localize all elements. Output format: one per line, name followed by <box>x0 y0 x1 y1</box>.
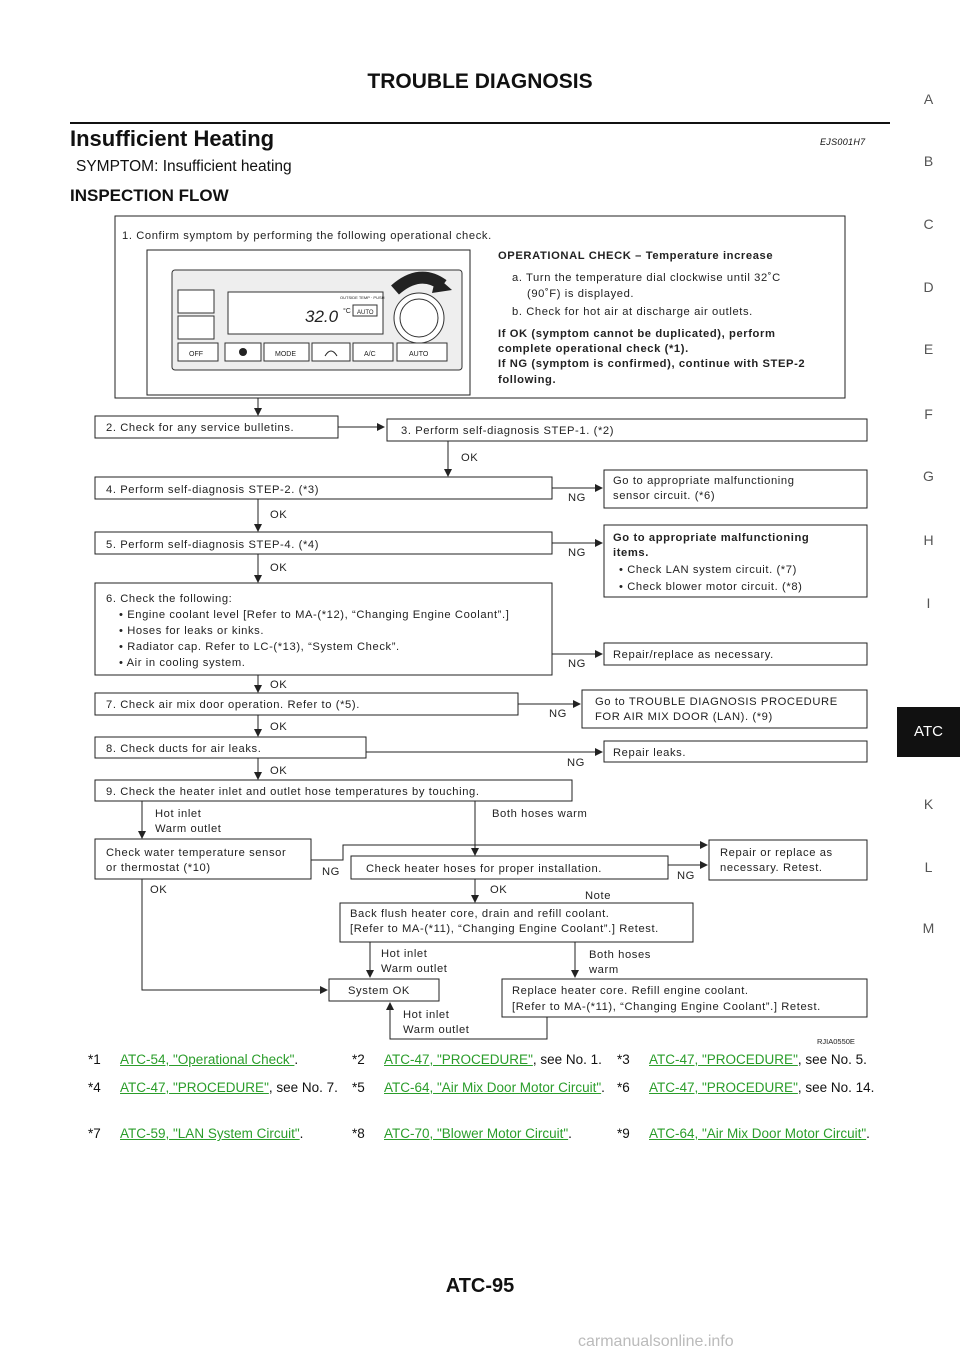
footnote-suffix: . <box>601 1080 605 1095</box>
footnote-item <box>617 1052 867 1067</box>
step5-ng-text2: items. <box>613 547 649 559</box>
tab-a[interactable]: A <box>923 91 934 107</box>
ng-label-8: NG <box>567 757 585 769</box>
footnote-key: *5 <box>352 1080 365 1095</box>
step7-text: 7. Check air mix door operation. Refer to (*5). <box>106 699 360 711</box>
ok-label-4: OK <box>270 509 288 521</box>
warm-outlet-label-3: Warm outlet <box>403 1024 470 1036</box>
tab-c[interactable]: C <box>923 216 934 232</box>
ng-label-4: NG <box>568 492 586 504</box>
inspection-flow-heading: INSPECTION FLOW <box>70 186 229 205</box>
tab-h[interactable]: H <box>923 532 934 548</box>
step6-text4: • Radiator cap. Refer to LC-(*13), “System Check”. <box>119 641 400 653</box>
footnote-suffix: . <box>294 1052 299 1067</box>
footnote-key: *4 <box>88 1080 101 1095</box>
footnote-suffix: . <box>299 1126 304 1141</box>
figure-id: RJIA0550E <box>817 1037 855 1046</box>
step5-ng-text1: Go to appropriate malfunctioning <box>613 532 810 544</box>
panel-off-button: OFF <box>189 351 203 358</box>
ac-control-panel-illustration <box>172 270 462 370</box>
replace-text2: [Refer to MA-(*11), “Changing Engine Coolant”.] Retest. <box>512 1001 821 1013</box>
op-check-b: b. Check for hot air at discharge air outlets. <box>512 306 753 318</box>
footnote-suffix: , see No. 1. <box>532 1052 602 1067</box>
step4-ng-text2: sensor circuit. (*6) <box>613 490 716 502</box>
hot-inlet-label-3: Hot inlet <box>403 1009 450 1021</box>
check-hoses-text: Check heater hoses for proper installation. <box>366 863 602 875</box>
note-label: Note <box>585 890 612 902</box>
footnote-item <box>88 1052 298 1067</box>
step4-ng-text1: Go to appropriate malfunctioning <box>613 475 795 487</box>
warm-outlet-label-1: Warm outlet <box>155 823 222 835</box>
section-title: Insufficient Heating <box>70 126 275 151</box>
page-number: ATC-95 <box>445 1275 515 1297</box>
section-index-tabs <box>897 0 960 1358</box>
footnote-key: *2 <box>352 1052 365 1067</box>
footnote-row <box>88 1080 888 1120</box>
op-check-title: OPERATIONAL CHECK – Temperature increase <box>498 250 774 262</box>
footnote-item <box>352 1052 602 1067</box>
footnote-link[interactable]: ATC-59, "LAN System Circuit" <box>120 1126 300 1141</box>
footnote-link[interactable]: ATC-54, "Operational Check" <box>120 1052 295 1067</box>
ok-label-hoses: OK <box>490 884 508 896</box>
step6-text3: • Hoses for leaks or kinks. <box>119 625 265 637</box>
warm-outlet-label-2: Warm outlet <box>381 963 448 975</box>
ok-label-5: OK <box>270 562 288 574</box>
footnote-item <box>617 1126 870 1141</box>
op-check-a1: a. Turn the temperature dial clockwise until 32˚C <box>512 272 781 284</box>
tab-l[interactable]: L <box>924 859 933 875</box>
fan-icon <box>239 348 247 356</box>
footnote-key: *8 <box>352 1126 365 1141</box>
step6-ng-text: Repair/replace as necessary. <box>613 649 774 661</box>
footnote-link[interactable]: ATC-47, "PROCEDURE" <box>384 1052 533 1067</box>
hot-inlet-label-2: Hot inlet <box>381 948 428 960</box>
tab-b[interactable]: B <box>923 153 934 169</box>
step5-ng-text3: • Check LAN system circuit. (*7) <box>619 564 797 576</box>
watermark: carmanualsonline.info <box>578 1333 734 1350</box>
step8-ng-text: Repair leaks. <box>613 747 687 759</box>
step4-text: 4. Perform self-diagnosis STEP-2. (*3) <box>106 484 320 496</box>
section-code: EJS001H7 <box>820 137 866 147</box>
footnote-link[interactable]: ATC-47, "PROCEDURE" <box>649 1052 798 1067</box>
panel-outside-temp: OUTSIDE TEMP · PUSH <box>340 295 385 300</box>
step5-ng-text4: • Check blower motor circuit. (*8) <box>619 581 803 593</box>
footnote-row <box>88 1126 888 1148</box>
ok-label-3: OK <box>461 452 479 464</box>
footnote-link[interactable]: ATC-47, "PROCEDURE" <box>649 1080 798 1095</box>
op-check-a2: (90˚F) is displayed. <box>527 288 635 300</box>
tab-i[interactable]: I <box>926 595 931 611</box>
repair-retest-text2: necessary. Retest. <box>720 862 823 874</box>
tab-f[interactable]: F <box>924 406 933 422</box>
system-ok-text: System OK <box>348 985 410 997</box>
panel-display-temp: 32.0 <box>305 307 339 326</box>
ok-label-8: OK <box>270 765 288 777</box>
step6-text2: • Engine coolant level [Refer to MA-(*12), “Changing Engine Coolant”.] <box>119 609 510 621</box>
footnote-suffix: . <box>568 1126 572 1141</box>
ok-label-water: OK <box>150 884 168 896</box>
tab-k[interactable]: K <box>923 796 934 812</box>
footnote-link[interactable]: ATC-64, "Air Mix Door Motor Circuit" <box>384 1080 602 1095</box>
footnote-suffix: , see No. 14. <box>797 1080 875 1095</box>
footnote-item <box>617 1080 888 1095</box>
ok-label-7: OK <box>270 721 288 733</box>
repair-retest-text1: Repair or replace as <box>720 847 833 859</box>
op-check-c4: following. <box>498 374 557 386</box>
tab-atc-active[interactable]: ATC <box>897 707 960 757</box>
ng-label-5: NG <box>568 547 586 559</box>
step1-text: 1. Confirm symptom by performing the following operational check. <box>122 230 492 242</box>
footnote-key: *1 <box>88 1052 101 1067</box>
ng-label-7: NG <box>549 708 567 720</box>
step5-text: 5. Perform self-diagnosis STEP-4. (*4) <box>106 539 320 551</box>
footnote-suffix: , see No. 7. <box>268 1080 338 1095</box>
step6-text5: • Air in cooling system. <box>119 657 246 669</box>
footnote-item <box>88 1126 303 1141</box>
tab-m[interactable]: M <box>922 920 935 936</box>
page-title: TROUBLE DIAGNOSIS <box>367 70 593 93</box>
footnote-key: *9 <box>617 1126 630 1141</box>
ng-label-6: NG <box>568 658 586 670</box>
panel-auto-button: AUTO <box>409 351 429 358</box>
both-hoses-label-2: Both hoses <box>589 949 651 961</box>
step7-ng-text1: Go to TROUBLE DIAGNOSIS PROCEDURE <box>595 696 838 708</box>
symptom-text: SYMPTOM: Insufficient heating <box>76 158 292 175</box>
inspection-flowchart <box>80 212 880 1047</box>
footnote-link[interactable]: ATC-47, "PROCEDURE" <box>120 1080 269 1095</box>
check-water-text2: or thermostat (*10) <box>106 862 211 874</box>
footnote-item <box>352 1126 572 1141</box>
op-check-c1: If OK (symptom cannot be duplicated), perform <box>498 328 776 340</box>
footnote-suffix: , see No. 5. <box>797 1052 867 1067</box>
footnote-link[interactable]: ATC-64, "Air Mix Door Motor Circuit" <box>649 1126 867 1141</box>
panel-display-unit: °C <box>343 308 351 315</box>
ng-label-hoses: NG <box>677 870 695 882</box>
step6-text1: 6. Check the following: <box>106 593 233 605</box>
step2-text: 2. Check for any service bulletins. <box>106 422 295 434</box>
footnote-item <box>88 1080 338 1095</box>
footnote-link[interactable]: ATC-70, "Blower Motor Circuit" <box>384 1126 569 1141</box>
backflush-text2: [Refer to MA-(*11), “Changing Engine Coolant”.] Retest. <box>350 923 659 935</box>
title-rule <box>70 122 890 124</box>
ok-label-6: OK <box>270 679 288 691</box>
panel-ac-button: A/C <box>364 351 376 358</box>
footnote-key: *6 <box>617 1080 630 1095</box>
ng-label-water: NG <box>322 866 340 878</box>
footnote-item <box>352 1080 605 1095</box>
both-hoses-warm-label: Both hoses warm <box>492 808 588 820</box>
backflush-text1: Back flush heater core, drain and refill coolant. <box>350 908 610 920</box>
footnotes <box>88 1052 888 1154</box>
tab-g[interactable]: G <box>923 468 934 484</box>
panel-mode-button: MODE <box>275 351 296 358</box>
step7-ng-text2: FOR AIR MIX DOOR (LAN). (*9) <box>595 711 773 723</box>
tab-e[interactable]: E <box>923 341 934 357</box>
step8-text: 8. Check ducts for air leaks. <box>106 743 262 755</box>
repair-retest-box <box>709 840 867 880</box>
footnote-key: *7 <box>88 1126 101 1141</box>
warm-label-2: warm <box>589 964 619 976</box>
step9-text: 9. Check the heater inlet and outlet hose temperatures by touching. <box>106 786 480 798</box>
panel-auto-indicator: AUTO <box>357 310 374 316</box>
step3-text: 3. Perform self-diagnosis STEP-1. (*2) <box>401 425 615 437</box>
op-check-c3: If NG (symptom is confirmed), continue with STEP-2 <box>498 358 806 370</box>
op-check-c2: complete operational check (*1). <box>498 343 689 355</box>
check-water-text1: Check water temperature sensor <box>106 847 287 859</box>
footnote-row <box>88 1052 888 1074</box>
replace-text1: Replace heater core. Refill engine coolant. <box>512 985 749 997</box>
tab-d[interactable]: D <box>923 279 934 295</box>
hot-inlet-label-1: Hot inlet <box>155 808 202 820</box>
footnote-suffix: . <box>866 1126 870 1141</box>
footnote-key: *3 <box>617 1052 630 1067</box>
